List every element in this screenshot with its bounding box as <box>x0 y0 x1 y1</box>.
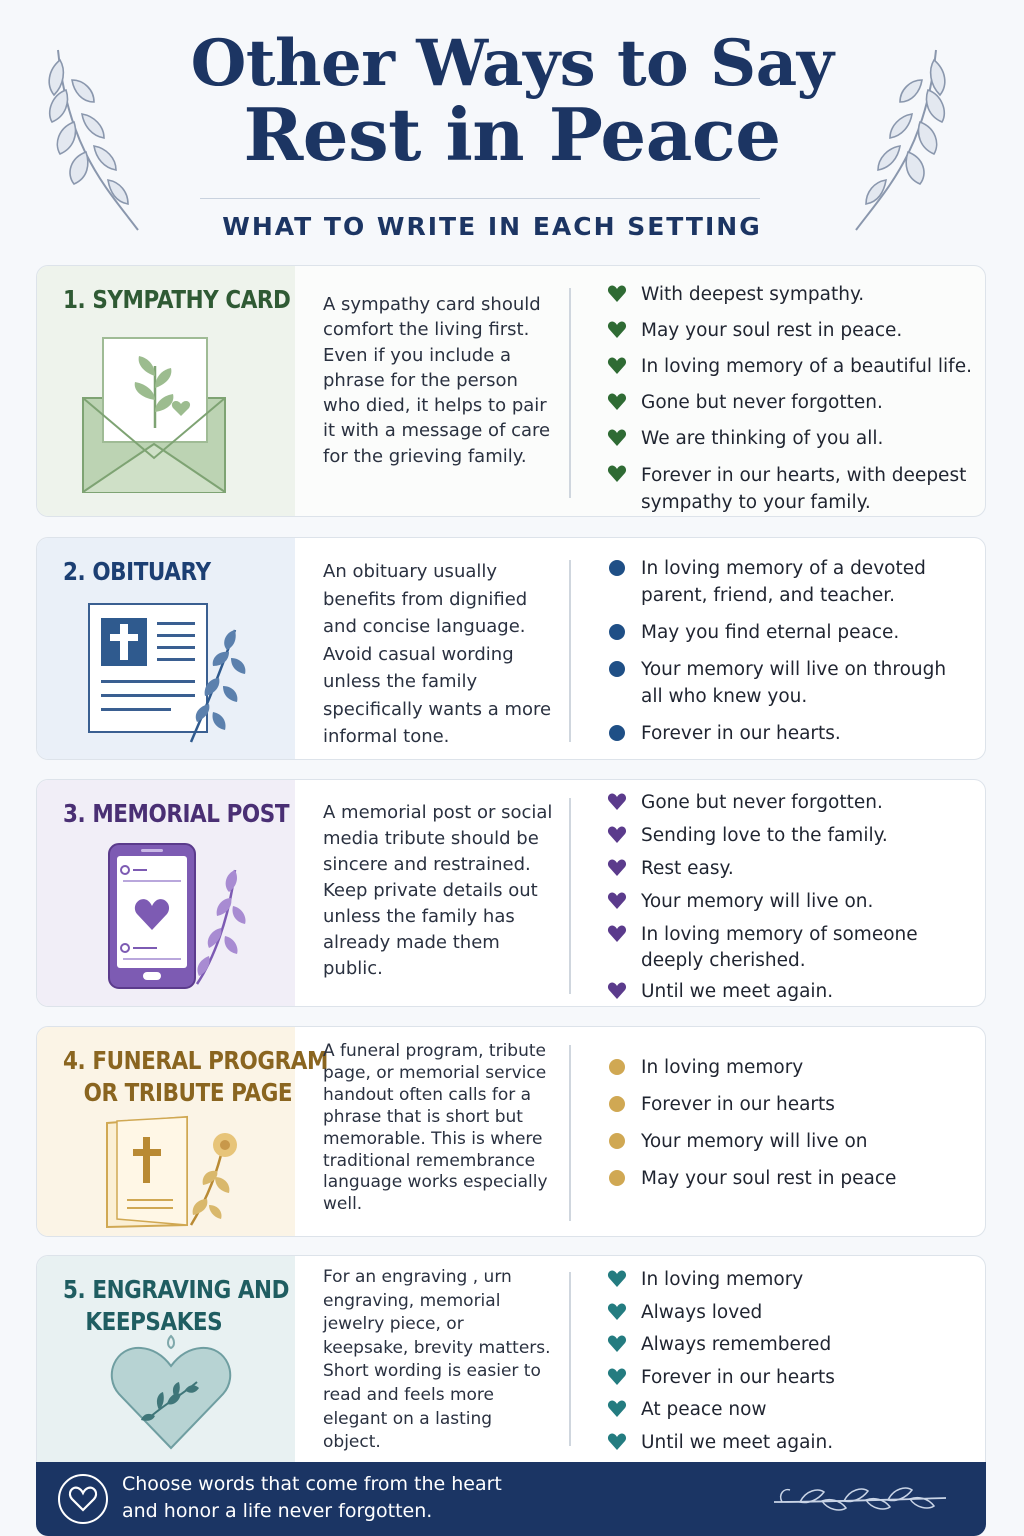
phrase-item: May you find eternal peace. <box>603 619 973 646</box>
phrase-item: Until we meet again. <box>603 1430 973 1457</box>
dot-icon <box>609 1059 625 1075</box>
section-description: A memorial post or social media tribute should be sincere and restrained. Keep private details out unless the family has already made them public. <box>323 802 553 979</box>
footer-message-line2: and honor a life never forgotten. <box>122 1500 433 1522</box>
phrase-list <box>603 1267 973 1456</box>
phrase-item: In loving memory of someone deeply cherished. <box>603 922 973 974</box>
heart-icon <box>607 356 627 376</box>
section-divider <box>569 1272 571 1446</box>
heart-circle-icon <box>58 1474 108 1524</box>
heart-icon <box>607 1432 627 1452</box>
phrase-list <box>603 1054 973 1192</box>
dot-icon <box>609 1170 625 1186</box>
section-left-pane <box>37 538 295 759</box>
phrase-item: At peace now <box>603 1397 973 1424</box>
phrase-item: May your soul rest in peace <box>603 1165 973 1192</box>
page-header <box>0 0 1024 260</box>
program-cross-icon <box>103 1115 253 1229</box>
section-divider <box>569 288 571 498</box>
heart-locket-icon <box>109 1332 233 1452</box>
newspaper-cross-icon <box>85 600 255 746</box>
phrase-item: We are thinking of you all. <box>603 426 973 452</box>
heart-icon <box>607 1399 627 1419</box>
heart-icon <box>607 858 627 878</box>
section-heading-line2: OR TRIBUTE PAGE <box>83 1078 293 1107</box>
section-engraving-keepsakes <box>36 1255 986 1465</box>
section-funeral-program <box>36 1026 986 1237</box>
dot-icon <box>609 560 625 576</box>
phrase-item: With deepest sympathy. <box>603 282 973 308</box>
section-left-pane <box>37 780 295 1006</box>
phrase-item: Forever in our hearts <box>603 1365 973 1392</box>
heart-icon <box>607 464 627 484</box>
heart-icon <box>607 392 627 412</box>
section-left-pane <box>37 1256 295 1465</box>
section-left-pane <box>37 266 295 516</box>
section-heading <box>63 1274 290 1338</box>
section-sympathy-card <box>36 265 986 517</box>
heart-icon <box>607 1302 627 1322</box>
heart-icon <box>607 891 627 911</box>
footer-message <box>122 1471 602 1525</box>
heart-icon <box>607 320 627 340</box>
phrase-item: Forever in our hearts. <box>603 720 973 747</box>
phrase-item: In loving memory <box>603 1267 973 1294</box>
heart-icon <box>607 284 627 304</box>
leaf-sprig-icon <box>770 1480 950 1520</box>
phrase-item: Your memory will live on. <box>603 889 973 915</box>
dot-icon <box>609 624 625 640</box>
section-heading-line2: KEEPSAKES <box>85 1307 223 1336</box>
phrase-item: Always remembered <box>603 1332 973 1359</box>
heart-icon <box>607 792 627 812</box>
section-heading: 2. OBITUARY <box>63 557 211 586</box>
footer-banner <box>36 1462 986 1536</box>
heart-icon <box>607 981 627 1001</box>
section-heading <box>63 1045 328 1109</box>
section-heading-line1: 5. ENGRAVING AND <box>63 1275 290 1304</box>
phrase-item: May your soul rest in peace. <box>603 318 973 344</box>
phrase-item: In loving memory <box>603 1054 973 1081</box>
page-title-line2: Rest in Peace <box>243 92 781 178</box>
dot-icon <box>609 661 625 677</box>
section-divider <box>569 798 571 994</box>
section-description: For an engraving , urn engraving, memorial jewelry piece, or keepsake, brevity matters. Short wording is easier to read and feels more elegant on a lasting object. <box>323 1267 551 1453</box>
phrase-item: Forever in our hearts <box>603 1091 973 1118</box>
phrase-item: Gone but never forgotten. <box>603 390 973 416</box>
heart-icon <box>607 428 627 448</box>
phrase-item: In loving memory of a beautiful life. <box>603 354 973 380</box>
phrase-list <box>603 790 973 1005</box>
heart-icon <box>607 924 627 944</box>
section-divider <box>569 1045 571 1221</box>
page-subtitle: WHAT TO WRITE IN EACH SETTING <box>222 212 762 241</box>
section-memorial-post <box>36 779 986 1007</box>
heart-icon <box>60 1476 106 1522</box>
laurel-branch-icon <box>846 40 966 240</box>
phrase-item: Rest easy. <box>603 856 973 882</box>
phone-heart-icon <box>105 840 255 992</box>
phrase-item: Gone but never forgotten. <box>603 790 973 816</box>
heart-icon <box>607 825 627 845</box>
laurel-branch-icon <box>28 40 148 240</box>
phrase-item: Sending love to the family. <box>603 823 973 849</box>
phrase-list <box>603 282 973 516</box>
phrase-item: Always loved <box>603 1300 973 1327</box>
section-left-pane <box>37 1027 328 1236</box>
dot-icon <box>609 1096 625 1112</box>
section-divider <box>569 560 571 742</box>
phrase-list <box>603 555 973 747</box>
dot-icon <box>609 1133 625 1149</box>
heart-icon <box>607 1334 627 1354</box>
section-heading-line1: 4. FUNERAL PROGRAM <box>63 1046 328 1075</box>
heart-icon <box>607 1269 627 1289</box>
phrase-item: Until we meet again. <box>603 979 973 1005</box>
section-heading: 1. SYMPATHY CARD <box>63 285 291 314</box>
section-description: An obituary usually benefits from dignified and concise language. Avoid casual wording unless the family specifically wants a more informal tone. <box>323 561 552 747</box>
subtitle-divider <box>200 198 760 199</box>
envelope-card-icon <box>77 336 237 496</box>
phrase-item: Your memory will live on <box>603 1128 973 1155</box>
phrase-item: Forever in our hearts, with deepest sympathy to your family. <box>603 462 973 516</box>
page-title-line1: Other Ways to Say <box>190 26 834 101</box>
section-obituary <box>36 537 986 760</box>
phrase-item: Your memory will live on through all who knew you. <box>603 656 973 710</box>
section-description: A funeral program, tribute page, or memorial service handout often calls for a phrase that is short but memorable. This is where traditional remembrance language works especially well. <box>323 1041 548 1215</box>
dot-icon <box>609 725 625 741</box>
heart-icon <box>607 1367 627 1387</box>
phrase-item: In loving memory of a devoted parent, friend, and teacher. <box>603 555 973 609</box>
footer-message-line1: Choose words that come from the heart <box>122 1473 502 1495</box>
section-description: A sympathy card should comfort the living first. Even if you include a phrase for the person who died, it helps to pair it with a message of care for the grieving family. <box>323 294 551 467</box>
section-heading: 3. MEMORIAL POST <box>63 799 290 828</box>
